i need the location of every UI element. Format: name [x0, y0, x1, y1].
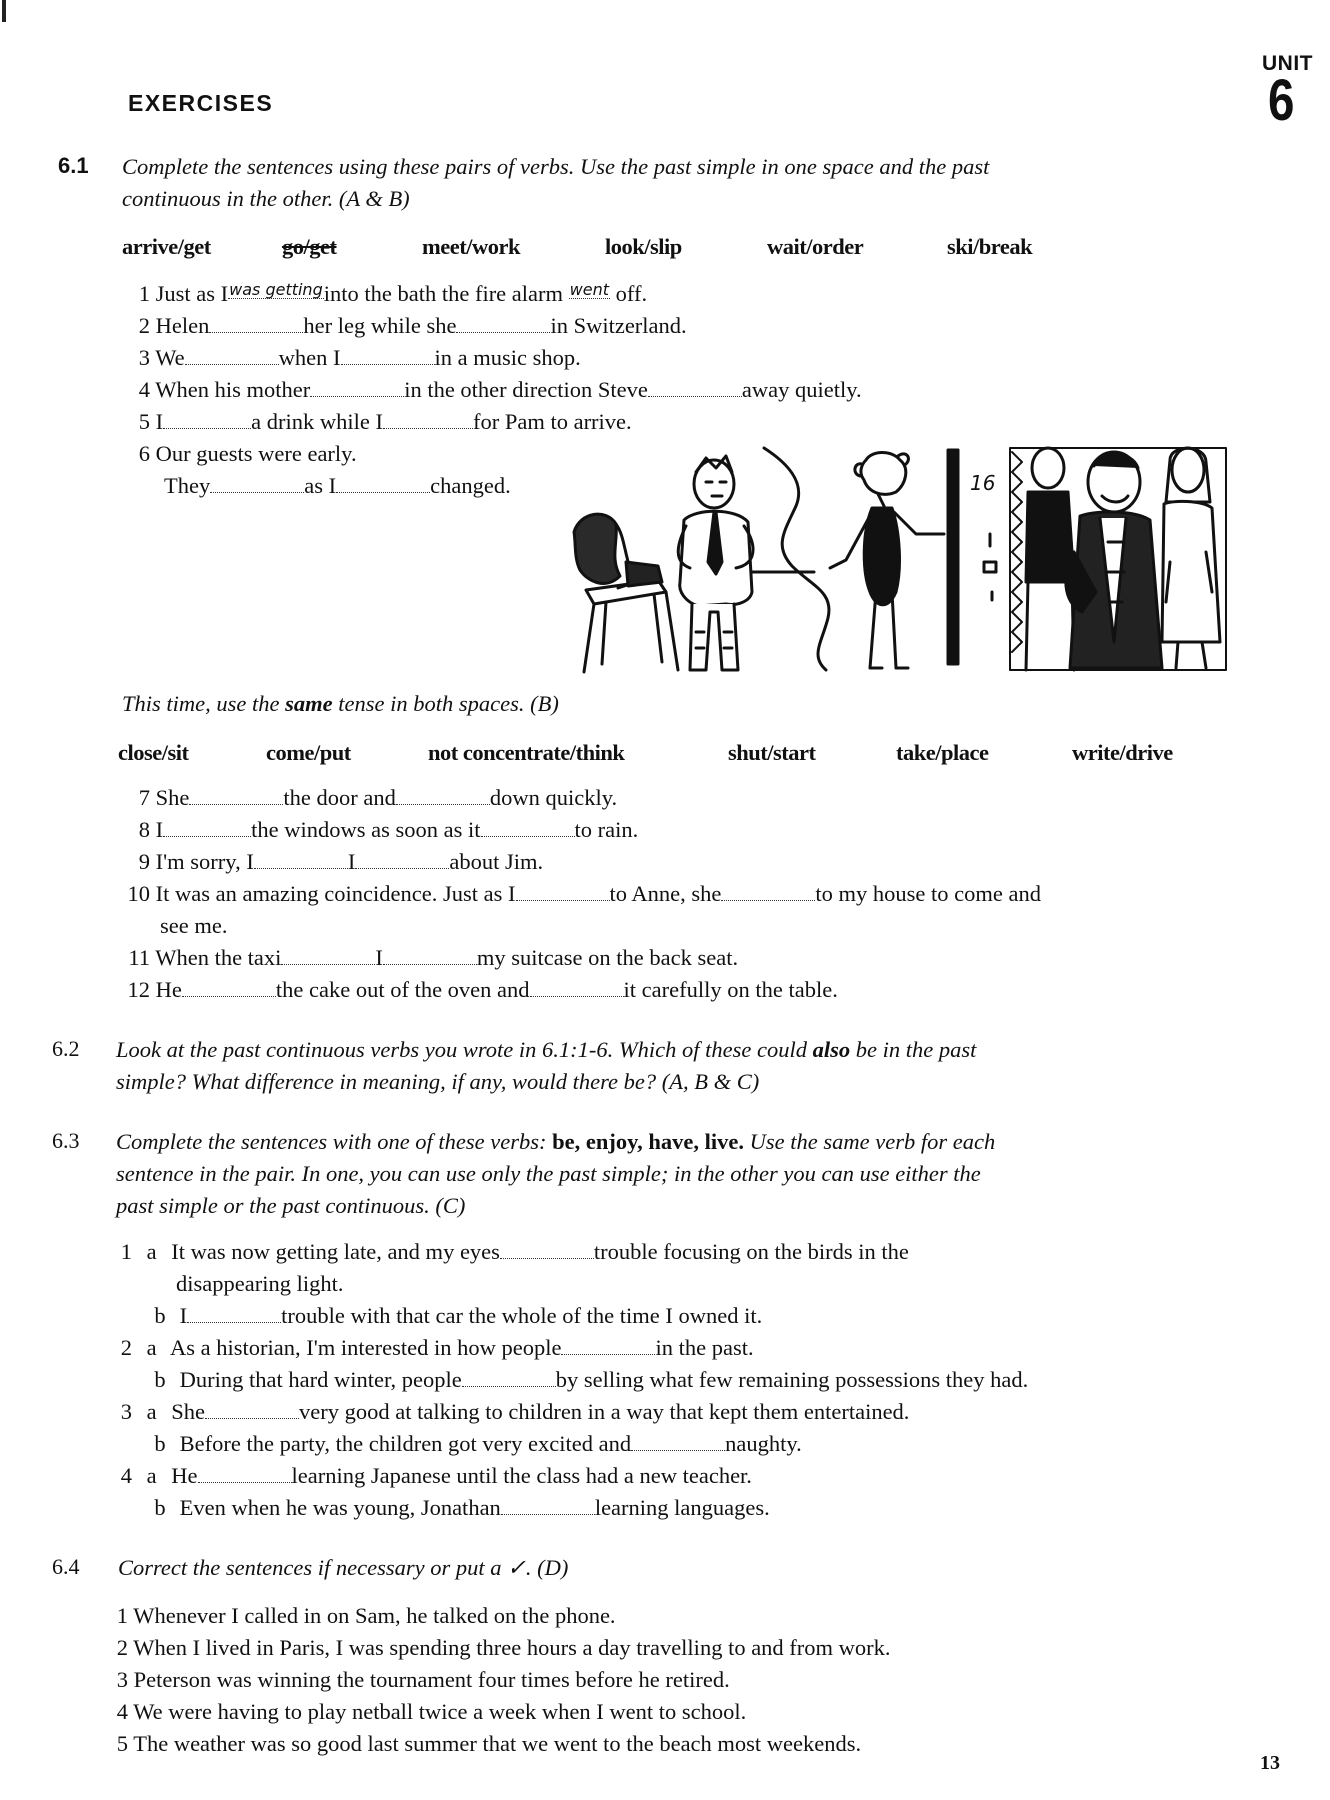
item-4b [146, 1492, 770, 1524]
answer-blank[interactable] [501, 1496, 595, 1515]
sentence-text: They [164, 473, 211, 498]
unit-number: 6 [1268, 68, 1295, 133]
cartoon-illustration [566, 442, 1230, 674]
answer-blank[interactable] [721, 882, 815, 901]
instruction-line: past simple or the past continuous. (C) [116, 1193, 466, 1218]
instruction-emphasis: also [812, 1037, 851, 1062]
instruction-emphasis: same [285, 691, 333, 716]
verb-pairs-list-b [118, 740, 1173, 766]
sentence-text: He [155, 977, 182, 1002]
verb-pair: take/place [896, 740, 989, 765]
sentence-text: learning Japanese until the class had a new teacher. [291, 1463, 752, 1488]
sentence-text: We [155, 345, 185, 370]
sentence-6-cont [164, 470, 511, 502]
sentence-10 [122, 878, 1041, 910]
sentence-text: Whenever I called in on Sam, he talked on the phone. [133, 1603, 616, 1628]
answer-blank[interactable] [198, 1464, 292, 1483]
verb-pair: shut/start [728, 740, 816, 765]
item-4a [118, 1460, 752, 1492]
sentence-text: I [155, 409, 164, 434]
item-number: 5 [116, 1731, 128, 1756]
item-2a [118, 1332, 754, 1364]
sentence-text: changed. [430, 473, 511, 498]
exercise-number: 6.2 [52, 1036, 80, 1061]
sentence-text: trouble focusing on the birds in the [593, 1239, 909, 1264]
verb-pair-crossed: go/get [282, 234, 337, 259]
item-1b [146, 1300, 762, 1332]
verb-pair: ski/break [947, 234, 1033, 259]
sentence-1 [134, 278, 647, 310]
item-number: 3 [116, 1667, 128, 1692]
instruction-text: Complete the sentences with one of these verbs: [116, 1129, 547, 1154]
verb-pair: meet/work [422, 234, 520, 259]
sentence-text: disappearing light. [176, 1271, 344, 1296]
answer-blank[interactable] [396, 786, 490, 805]
sentence-text: Helen [155, 313, 210, 338]
sentence-text: when I [278, 345, 341, 370]
answer-blank[interactable] [310, 378, 404, 397]
thought-line-drawing [764, 448, 829, 670]
sentence-text: the windows as soon as it [251, 817, 481, 842]
sentence-text: When the taxi [155, 945, 282, 970]
instruction-text: This time, use the [122, 691, 280, 716]
item-number: 10 [127, 881, 150, 906]
item-sub-letter: b [154, 1367, 166, 1392]
exercise-instruction [116, 1126, 995, 1222]
sentence-text: Before the party, the children got very excited and [179, 1431, 632, 1456]
verb-pairs-list [122, 234, 1032, 260]
instruction-text: tense in both spaces. (B) [338, 691, 559, 716]
sentence-text: I'm sorry, I [155, 849, 254, 874]
door-number-text: 16 [970, 471, 996, 495]
answer-blank[interactable] [209, 314, 303, 333]
verb-pair: come/put [266, 740, 351, 765]
list-item [114, 1600, 616, 1632]
answer-blank[interactable] [187, 1304, 281, 1323]
item-number: 8 [138, 817, 150, 842]
sentence-text: a drink while I [251, 409, 383, 434]
item-number: 5 [138, 409, 150, 434]
item-number: 1 [138, 281, 150, 306]
answer-blank[interactable] [210, 474, 304, 493]
sentence-text: about Jim. [449, 849, 544, 874]
sentence-text: in the past. [655, 1335, 754, 1360]
instruction-line: sentence in the pair. In one, you can use only the past simple; in the other you can use either the [116, 1161, 981, 1186]
sentence-text: naughty. [725, 1431, 802, 1456]
man-with-tie-drawing [678, 456, 814, 670]
page-number: 13 [1260, 1752, 1280, 1774]
sentence-text: in Switzerland. [550, 313, 687, 338]
instruction-line: simple? What difference in meaning, if any, would there be? (A, B & C) [116, 1069, 760, 1094]
answer-blank[interactable] [500, 1240, 594, 1259]
item-sub-letter: a [146, 1399, 157, 1424]
sentence-text: the door and [283, 785, 396, 810]
answer-blank[interactable] [163, 410, 251, 429]
sentence-text: Peterson was winning the tournament four times before he retired. [133, 1667, 730, 1692]
sentence-text: It was now getting late, and my eyes [171, 1239, 500, 1264]
answer-blank[interactable] [481, 818, 575, 837]
sentence-text: Even when he was young, Jonathan [179, 1495, 501, 1520]
sentence-text: I [347, 849, 356, 874]
item-sub-letter: a [146, 1463, 157, 1488]
sentence-text: The weather was so good last summer that we went to the beach most weekends. [133, 1731, 862, 1756]
item-number: 1 [116, 1603, 128, 1628]
item-number: 2 [116, 1635, 128, 1660]
sentence-6 [134, 438, 357, 470]
verb-pair: close/sit [118, 740, 189, 765]
item-1a [118, 1236, 909, 1268]
answer-blank[interactable] [462, 1368, 556, 1387]
sentence-text: in a music shop. [434, 345, 581, 370]
woman-drawing [830, 453, 944, 669]
sentence-text: We were having to play netball twice a week when I went to school. [133, 1699, 747, 1724]
sentence-text: I [375, 945, 383, 970]
handwritten-answer[interactable]: was getting [229, 280, 323, 299]
item-number: 4 [120, 1463, 132, 1488]
answer-blank[interactable] [648, 378, 742, 397]
answer-blank[interactable] [516, 882, 610, 901]
list-item [114, 1696, 746, 1728]
answer-blank[interactable] [383, 410, 473, 429]
answer-blank[interactable] [254, 850, 348, 869]
item-sub-letter: b [154, 1495, 166, 1520]
item-number: 3 [120, 1399, 132, 1424]
sentence-text: it carefully on the table. [623, 977, 838, 1002]
answer-blank[interactable] [281, 946, 375, 965]
sentence-text: by selling what few remaining possessions they had. [555, 1367, 1029, 1392]
sentence-text: for Pam to arrive. [472, 409, 632, 434]
answer-blank[interactable] [341, 346, 435, 365]
page-corner-mark [2, 0, 6, 22]
list-item [114, 1632, 891, 1664]
exercise-instruction-b [122, 688, 559, 720]
verb-pair: not concentrate/think [428, 740, 625, 765]
verb-pair: arrive/get [122, 234, 211, 259]
instruction-text: be in the past [855, 1037, 977, 1062]
item-number: 1 [120, 1239, 132, 1264]
sentence-2 [134, 310, 687, 342]
sentence-9 [134, 846, 543, 878]
item-sub-letter: b [154, 1431, 166, 1456]
instruction-text: Use the same verb for each [749, 1129, 996, 1154]
item-3b [146, 1428, 802, 1460]
item-number: 2 [138, 313, 150, 338]
sentence-text: Our guests were early. [155, 441, 357, 466]
answer-blank[interactable] [185, 346, 279, 365]
answer-blank[interactable] [561, 1336, 655, 1355]
unit-label: UNIT [1262, 52, 1313, 75]
instruction-line [116, 1034, 976, 1066]
sentence-text: very good at talking to children in a way that kept them entertained. [299, 1399, 910, 1424]
answer-blank[interactable] [631, 1432, 725, 1451]
sentence-text: He [171, 1463, 198, 1488]
sentence-text: I [155, 817, 164, 842]
item-number: 4 [138, 377, 150, 402]
sentence-text: I [179, 1303, 188, 1328]
exercise-number: 6.3 [52, 1128, 80, 1153]
answer-blank[interactable] [456, 314, 550, 333]
item-number: 12 [127, 977, 150, 1002]
sentence-10-cont [160, 910, 227, 942]
item-3a [118, 1396, 909, 1428]
answer-blank[interactable] [383, 946, 477, 965]
sentence-text: the cake out of the oven and [275, 977, 530, 1002]
exercises-heading: EXERCISES [128, 90, 274, 116]
item-sub-letter: a [146, 1335, 157, 1360]
exercise-instruction [122, 151, 989, 215]
exercise-instruction [116, 1034, 976, 1098]
answer-blank[interactable] [189, 786, 283, 805]
list-item [114, 1664, 730, 1696]
answer-blank[interactable] [182, 978, 276, 997]
instruction-text: Look at the past continuous verbs you wrote in 6.1:1-6. Which of these could [116, 1037, 807, 1062]
instruction-verbs: be, enjoy, have, live. [552, 1129, 745, 1154]
answer-blank[interactable] [163, 818, 251, 837]
item-number: 6 [138, 441, 150, 466]
exercise-number: 6.1 [58, 153, 89, 178]
sentence-8 [134, 814, 638, 846]
chair-with-clothes-drawing [574, 514, 678, 672]
sentence-text: to rain. [574, 817, 639, 842]
item-number: 11 [128, 945, 150, 970]
sentence-text: Just as I [155, 281, 229, 306]
sentence-text: down quickly. [489, 785, 618, 810]
sentence-text: As a historian, I'm interested in how people [170, 1335, 562, 1360]
sentence-text: It was an amazing coincidence. Just as I [155, 881, 516, 906]
sentence-text: her leg while she [303, 313, 457, 338]
sentence-text: my suitcase on the back seat. [476, 945, 739, 970]
sentence-text: to Anne, she [609, 881, 722, 906]
item-sub-letter: a [146, 1239, 157, 1264]
sentence-4 [134, 374, 862, 406]
sentence-3 [134, 342, 581, 374]
item-number: 9 [138, 849, 150, 874]
sentence-text: off. [615, 281, 648, 306]
sentence-text: When I lived in Paris, I was spending three hours a day travelling to and from work. [133, 1635, 891, 1660]
sentence-text: She [155, 785, 190, 810]
sentence-text: away quietly. [741, 377, 862, 402]
handwritten-answer[interactable]: went [569, 280, 609, 299]
sentence-text: trouble with that car the whole of the time I owned it. [281, 1303, 763, 1328]
sentence-text: During that hard winter, people [179, 1367, 462, 1392]
verb-pair: write/drive [1072, 740, 1173, 765]
sentence-text: in the other direction Steve [404, 377, 648, 402]
item-number: 2 [120, 1335, 132, 1360]
sentence-12 [122, 974, 838, 1006]
list-item [114, 1728, 861, 1760]
item-number: 4 [116, 1699, 128, 1724]
verb-pair: look/slip [605, 234, 682, 259]
sentence-5 [134, 406, 632, 438]
guests-group-drawing [1010, 448, 1226, 670]
item-sub-letter: b [154, 1303, 166, 1328]
answer-blank[interactable] [205, 1400, 299, 1419]
exercise-number: 6.4 [52, 1554, 80, 1579]
sentence-text: as I [304, 473, 337, 498]
sentence-text: into the bath the fire alarm [323, 281, 564, 306]
sentence-11 [122, 942, 738, 974]
sentence-text: learning languages. [594, 1495, 770, 1520]
answer-blank[interactable] [355, 850, 449, 869]
instruction-line [116, 1126, 995, 1158]
answer-blank[interactable] [336, 474, 430, 493]
sentence-7 [134, 782, 617, 814]
sentence-text: When his mother [155, 377, 311, 402]
instruction-line: Complete the sentences using these pairs of verbs. Use the past simple in one space and the past [122, 154, 990, 179]
sentence-text: see me. [160, 913, 228, 938]
item-1a-cont [176, 1268, 343, 1300]
item-number: 7 [138, 785, 150, 810]
item-number: 3 [138, 345, 150, 370]
verb-pair: wait/order [767, 234, 864, 259]
answer-blank[interactable] [530, 978, 624, 997]
item-2b [146, 1364, 1028, 1396]
sentence-text: She [171, 1399, 205, 1424]
exercise-instruction: Correct the sentences if necessary or put a ✓. (D) [118, 1555, 569, 1580]
instruction-line: continuous in the other. (A & B) [122, 186, 410, 211]
sentence-text: to my house to come and [815, 881, 1041, 906]
